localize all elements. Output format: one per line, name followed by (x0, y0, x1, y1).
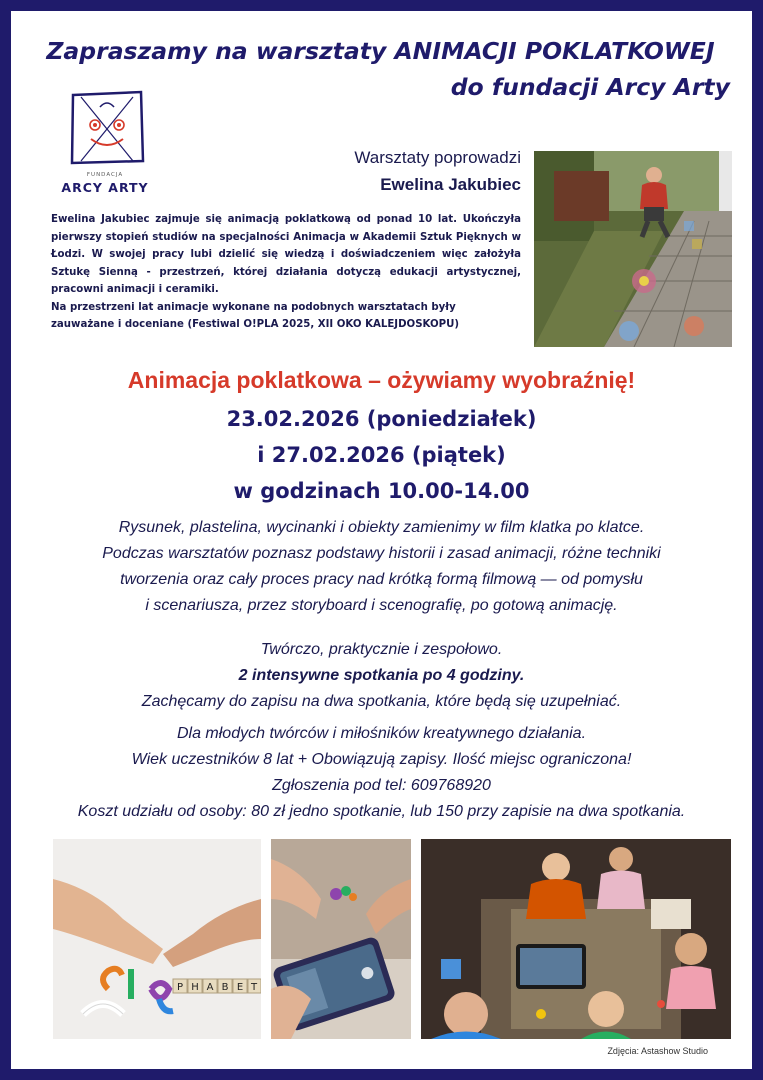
event-title: Animacja poklatkowa – ożywiamy wyobraźnię! (127, 367, 636, 393)
event-hours: w godzinach 10.00-14.00 (233, 479, 530, 503)
photo-phone-filming (271, 839, 411, 1039)
desc-line-4: i scenariusza, przez storyboard i scenografię, po gotową animację. (145, 597, 618, 614)
bio-awards-note: Na przestrzeni lat animacje wykonane na podobnych warsztatach były zauważane i doceniane (Festiwal O!PLA 2025, XII OKO KALEJDOSKOPU) (51, 301, 460, 330)
event-description (41, 515, 722, 825)
bio-text: Ewelina Jakubiec zajmuje się animacją poklatkową od ponad 10 lat. Ukończyła pierwszy stopień studiów na specjalności Animacja w Akademii Sztuk Pięknych w Łodzi. W swojej pracy lubi dzielić się wiedzą i doświadczeniem więc założyła Sztukę Sienną - przestrzeń, której działania dotyczą edukacji artystycznej, pracowni animacji i ceramiki. (51, 214, 521, 295)
event-date-1: 23.02.2026 (poniedziałek) (226, 407, 537, 431)
instructor-bio (51, 211, 521, 334)
desc-line-3: tworzenia oraz cały proces pracy nad krótką formą filmową — od pomysłu (120, 571, 643, 588)
instructor-lead: Warsztaty poprowadzi (354, 148, 521, 167)
svg-text:E: E (236, 982, 244, 993)
desc-cost: Koszt udziału od osoby: 80 zł jedno spotkanie, lub 150 przy zapisie na dwa spotkania. (77, 803, 686, 820)
svg-text:H: H (191, 982, 199, 993)
photo-children-workshop (421, 839, 731, 1039)
photo-garden-path (534, 151, 732, 347)
desc-line-1: Rysunek, plastelina, wycinanki i obiekty zamienimy w film klatka po klatce. (118, 519, 645, 536)
svg-text:B: B (221, 982, 229, 993)
desc-tagline: Twórczo, praktycznie i zespołowo. (260, 641, 503, 658)
photo-credit: Zdjęcia: Astashow Studio (607, 1046, 708, 1056)
event-date-2: i 27.02.2026 (piątek) (257, 443, 506, 467)
logo-fundacja-text: FUNDACJA (86, 172, 124, 178)
svg-text:A: A (206, 982, 214, 993)
desc-audience: Dla młodych twórców i miłośników kreatywnego działania. (176, 725, 587, 742)
desc-phone: Zgłoszenia pod tel: 609768920 (272, 777, 491, 794)
alphabet-tile-letter: P (176, 982, 184, 993)
header-line-2: do fundacji Arcy Arty (450, 73, 730, 101)
desc-age: Wiek uczestników 8 lat + Obowiązują zapisy. Ilość miejsc ograniczona! (131, 751, 632, 768)
desc-meetings: 2 intensywne spotkania po 4 godziny. (238, 667, 525, 684)
logo-name-text: ARCY ARTY (61, 180, 149, 195)
logo-face-icon (67, 87, 147, 167)
svg-text:T: T (250, 982, 258, 993)
desc-encourage: Zachęcamy do zapisu na dwa spotkania, które będą się uzupełniać. (141, 693, 622, 710)
arcy-arty-logo (57, 81, 153, 201)
desc-line-2: Podczas warsztatów poznasz podstawy historii i zasad animacji, różne techniki (102, 545, 661, 562)
photo-clay-letters (53, 839, 261, 1039)
header-line-1: Zapraszamy na warsztaty ANIMACJI POKLATKOWEJ (46, 37, 715, 65)
instructor-name: Ewelina Jakubiec (380, 175, 521, 194)
